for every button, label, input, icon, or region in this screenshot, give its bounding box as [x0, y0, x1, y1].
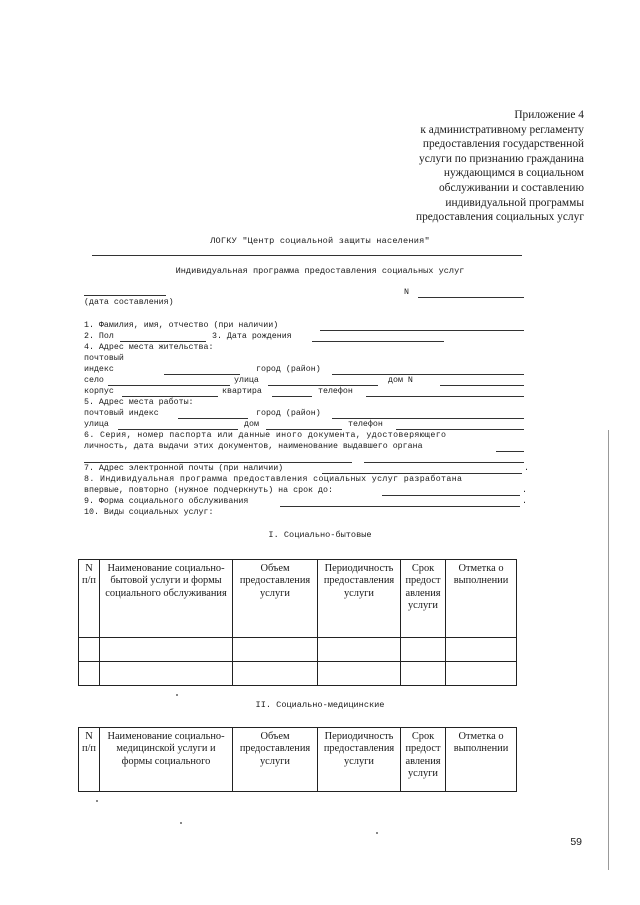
appendix-line: предоставления государственной [422, 138, 584, 151]
street-label: улица [234, 376, 259, 385]
table-header-row [79, 728, 517, 792]
appendix-line: услуги по признанию гражданина [419, 152, 584, 165]
scan-speck [176, 694, 178, 696]
number-label: N [404, 288, 409, 297]
service-form-dot: . [522, 497, 527, 506]
passport-line-2 [364, 462, 524, 463]
field-fio-line [320, 330, 524, 331]
phone-line [366, 396, 524, 397]
col-header-num: N п/п [79, 728, 100, 792]
apartment-line [272, 396, 312, 397]
field-fio-label: 1. Фамилия, имя, отчество (при наличии) [84, 321, 279, 330]
passport-line-end [496, 451, 524, 452]
field-program-term-label-2: впервые, повторно (нужное подчеркнуть) на срок до: [84, 486, 333, 495]
scan-speck [180, 822, 182, 824]
table-cell [401, 662, 446, 686]
field-service-form-label: 9. Форма социального обслуживания [84, 497, 249, 506]
work-phone-label: телефон [348, 420, 383, 429]
field-work-label: 5. Адрес места работы: [84, 398, 194, 407]
street-line [268, 385, 378, 386]
work-house-line [266, 429, 342, 430]
appendix-line: предоставления социальных услуг [415, 211, 584, 224]
col-header-volume: Объем предоставления услуги [233, 728, 318, 792]
program-term-line [382, 495, 520, 496]
field-passport-label: 6. Серия, номер паспорта или данные иного документа, удостоверяющего [84, 431, 447, 440]
organization-underline [92, 255, 522, 256]
organization-name: ЛОГКУ "Центр социальной защиты населения" [210, 236, 430, 246]
phone-label: телефон [318, 387, 353, 396]
field-passport-label-2: личность, дата выдачи этих документов, наименование выдавшего органа [84, 442, 423, 451]
table-cell [100, 638, 233, 662]
work-postal-label: почтовый индекс [84, 409, 159, 418]
table-cell [79, 638, 100, 662]
field-email-label: 7. Адрес электронной почты (при наличии) [84, 464, 284, 473]
section-1-title: I. Социально-бытовые [268, 530, 372, 540]
email-dot: . [524, 464, 529, 473]
number-line [418, 297, 524, 298]
email-line [322, 473, 522, 474]
work-street-line [118, 429, 238, 430]
appendix-block [416, 108, 584, 225]
table-cell [233, 662, 318, 686]
field-birthdate-label: 3. Дата рождения [212, 332, 292, 341]
col-header-volume: Объем предоставления услуги [233, 560, 318, 638]
village-line [108, 385, 230, 386]
field-sex-line [120, 341, 206, 342]
table-cell [401, 638, 446, 662]
scan-speck [96, 800, 98, 802]
city-line [332, 374, 524, 375]
date-caption: (дата составления) [84, 298, 174, 307]
table-cell [318, 638, 401, 662]
work-house-label: дом [244, 420, 259, 429]
table-cell [233, 638, 318, 662]
field-service-types-label: 10. Виды социальных услуг: [84, 508, 214, 517]
table-cell [318, 662, 401, 686]
field-sex-label: 2. Пол [84, 332, 114, 341]
appendix-line: нуждающимся в социальном [443, 167, 584, 180]
city-label: город (район) [256, 365, 321, 374]
appendix-line: Приложение 4 [514, 109, 584, 121]
section-2-title: II. Социально-медицинские [255, 700, 385, 710]
col-header-term: Срок предост авления услуги [401, 728, 446, 792]
work-city-line [332, 418, 524, 419]
page-number: 59 [570, 836, 582, 848]
work-phone-line [396, 429, 524, 430]
house-number-label: дом N [388, 376, 413, 385]
house-number-line [440, 385, 524, 386]
program-term-dot: . [522, 486, 527, 495]
col-header-name: Наименование социально-бытовой услуги и формы социального обслуживания [100, 560, 233, 638]
work-postal-line [178, 418, 248, 419]
table-cell [446, 638, 517, 662]
table-row [79, 662, 517, 686]
scan-edge-line [608, 430, 609, 870]
field-program-term-label: 8. Индивидуальная программа предоставления социальных услуг разработана [84, 475, 463, 484]
work-city-label: город (район) [256, 409, 321, 418]
postal-label-1: почтовый [84, 354, 124, 363]
table-header-row [79, 560, 517, 638]
postal-line [164, 374, 240, 375]
scan-speck [376, 832, 378, 834]
appendix-line: обслуживании и составлению [438, 181, 584, 194]
section-1-table [78, 559, 517, 686]
col-header-mark: Отметка о выполнении [446, 560, 517, 638]
col-header-num: N п/п [79, 560, 100, 638]
apartment-label: квартира [222, 387, 262, 396]
table-cell [79, 662, 100, 686]
col-header-term: Срок предост авления услуги [401, 560, 446, 638]
building-label: корпус [84, 387, 114, 396]
col-header-period: Периодичность предоставления услуги [318, 560, 401, 638]
table-row [79, 638, 517, 662]
building-line [122, 396, 218, 397]
postal-label-2: индекс [84, 365, 114, 374]
section-2-table [78, 727, 517, 792]
col-header-period: Периодичность предоставления услуги [318, 728, 401, 792]
passport-line-1 [84, 462, 352, 463]
table-cell [446, 662, 517, 686]
field-residence-label: 4. Адрес места жительства: [84, 343, 214, 352]
village-label: село [84, 376, 104, 385]
service-form-line [280, 506, 520, 507]
date-line [84, 295, 166, 296]
field-birthdate-line [312, 341, 444, 342]
table-cell [100, 662, 233, 686]
col-header-mark: Отметка о выполнении [446, 728, 517, 792]
appendix-line: к административному регламенту [420, 123, 584, 136]
work-street-label: улица [84, 420, 109, 429]
appendix-line: индивидуальной программы [445, 196, 584, 209]
program-title: Индивидуальная программа предоставления социальных услуг [175, 266, 465, 276]
col-header-name: Наименование социально-медицинской услуги и формы социального [100, 728, 233, 792]
